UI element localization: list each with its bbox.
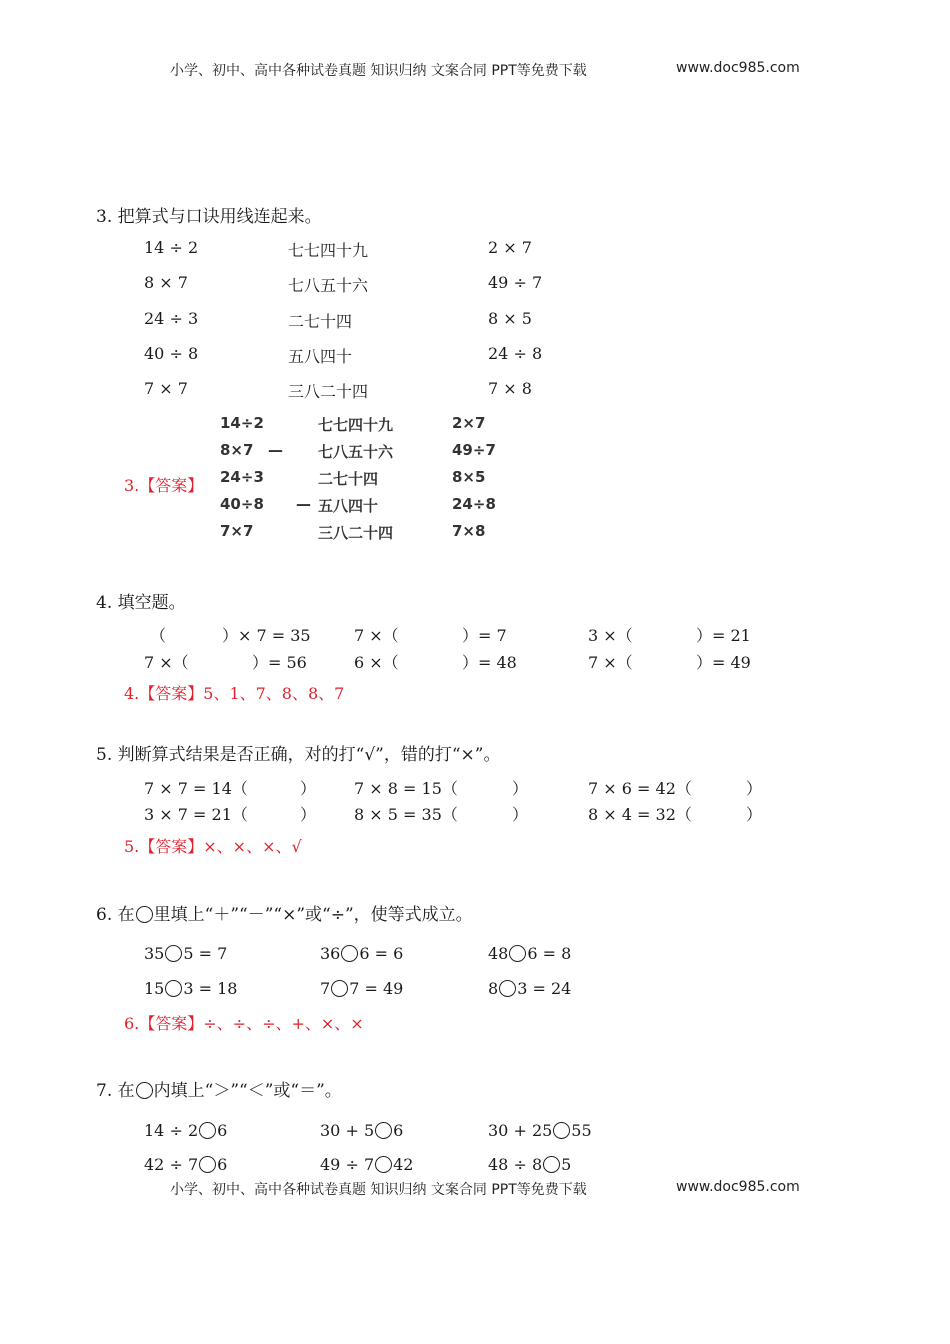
answer-image-expr: 8×7 xyxy=(220,441,254,459)
q6-answer: 6.【答案】÷、÷、÷、+、×、× xyxy=(124,1014,364,1033)
q6-item: 36 6 = 6 xyxy=(320,944,404,963)
q6-item: 15 3 = 18 xyxy=(144,979,238,998)
q3-expr: 14 ÷ 2 xyxy=(144,238,199,257)
q5-paren-close: ） xyxy=(512,779,529,798)
footer-text: 小学、初中、高中各种试卷真题 知识归纳 文案合同 PPT等免费下载 xyxy=(170,1179,587,1199)
answer-image-rhyme: 五八四十 xyxy=(318,497,379,515)
answer-image-rhyme: 七七四十九 xyxy=(318,416,394,434)
header-text: 小学、初中、高中各种试卷真题 知识归纳 文案合同 PPT等免费下载 xyxy=(170,63,587,79)
compare-blank[interactable] xyxy=(553,1122,570,1139)
q7-title-prefix: 7. 在 xyxy=(96,1081,135,1101)
answer-image-dash: — xyxy=(296,495,311,513)
q3-expr: 24 ÷ 3 xyxy=(144,309,199,328)
q5-item: 7 × 6 = 42（ xyxy=(588,779,692,798)
q4-blank-open: 3 ×（ xyxy=(588,626,633,645)
q3-expr: 8 × 7 xyxy=(144,273,188,292)
q4-title: 4. 填空题。 xyxy=(96,593,186,613)
q5-item: 7 × 8 = 15（ xyxy=(354,779,458,798)
circle-icon xyxy=(136,906,153,923)
answer-image-expr-right: 2×7 xyxy=(452,414,486,432)
q5-item: 7 × 7 = 14（ xyxy=(144,779,248,798)
q4-blank-close: ）= 49 xyxy=(696,653,751,672)
q3-expr-right: 8 × 5 xyxy=(488,309,532,328)
answer-image-expr-right: 8×5 xyxy=(452,468,486,486)
q4-blank-close: ）= 48 xyxy=(462,653,517,672)
answer-image-expr-right: 24÷8 xyxy=(452,495,496,513)
q4-blank-open: 7 ×（ xyxy=(354,626,399,645)
q3-expr-right: 49 ÷ 7 xyxy=(488,273,543,292)
answer-image-expr: 24÷3 xyxy=(220,468,264,486)
q3-rhyme: 五八四十 xyxy=(288,347,353,366)
q5-item: 8 × 4 = 32（ xyxy=(588,805,692,824)
q7-item: 14 ÷ 2 6 xyxy=(144,1121,228,1140)
answer-image-rhyme: 三八二十四 xyxy=(318,524,394,542)
q5-paren-close: ） xyxy=(512,805,529,824)
compare-blank[interactable] xyxy=(375,1156,392,1173)
operator-blank[interactable] xyxy=(165,945,182,962)
header-url[interactable]: www.doc985.com xyxy=(676,60,800,76)
q4-blank-open: （ xyxy=(150,626,167,645)
q6-title-suffix: 里填上“＋”“－”“×”或“÷”，使等式成立。 xyxy=(153,905,473,925)
answer-image-rhyme: 二七十四 xyxy=(318,470,379,488)
operator-blank[interactable] xyxy=(331,980,348,997)
answer-image-expr: 7×7 xyxy=(220,522,254,540)
compare-blank[interactable] xyxy=(543,1156,560,1173)
q6-item: 8 3 = 24 xyxy=(488,979,572,998)
q3-answer-label: 3.【答案】 xyxy=(124,476,204,495)
q5-item: 3 × 7 = 21（ xyxy=(144,805,248,824)
q5-paren-close: ） xyxy=(746,779,763,798)
operator-blank[interactable] xyxy=(499,980,516,997)
q4-blank-close: ）= 21 xyxy=(696,626,751,645)
operator-blank[interactable] xyxy=(165,980,182,997)
q3-rhyme: 三八二十四 xyxy=(288,382,369,401)
q5-paren-close: ） xyxy=(300,805,317,824)
compare-blank[interactable] xyxy=(199,1122,216,1139)
q3-title: 3. 把算式与口诀用线连起来。 xyxy=(96,207,322,227)
q7-title-suffix: 内填上“＞”“＜”或“＝”。 xyxy=(153,1081,342,1101)
q4-answer: 4.【答案】5、1、7、8、8、7 xyxy=(124,684,345,703)
q7-item: 48 ÷ 8 5 xyxy=(488,1155,572,1174)
operator-blank[interactable] xyxy=(341,945,358,962)
q3-rhyme: 二七十四 xyxy=(288,312,353,331)
q5-paren-close: ） xyxy=(746,805,763,824)
q6-item: 7 7 = 49 xyxy=(320,979,404,998)
q4-blank-close: ）× 7 = 35 xyxy=(222,626,311,645)
footer-url[interactable]: www.doc985.com xyxy=(676,1179,800,1195)
q6-item: 35 5 = 7 xyxy=(144,944,228,963)
q4-blank-close: ）= 7 xyxy=(462,626,507,645)
answer-image-expr: 14÷2 xyxy=(220,414,264,432)
q4-blank-open: 7 ×（ xyxy=(144,653,189,672)
q3-expr: 40 ÷ 8 xyxy=(144,344,199,363)
answer-image-dash: — xyxy=(268,441,283,459)
q3-expr-right: 2 × 7 xyxy=(488,238,532,257)
q7-item: 49 ÷ 7 42 xyxy=(320,1155,414,1174)
q6-title xyxy=(96,900,473,925)
compare-blank[interactable] xyxy=(375,1122,392,1139)
q5-answer: 5.【答案】×、×、×、√ xyxy=(124,837,302,856)
answer-image-expr-right: 49÷7 xyxy=(452,441,496,459)
answer-image-rhyme: 七八五十六 xyxy=(318,443,394,461)
q3-rhyme: 七八五十六 xyxy=(288,276,369,295)
compare-blank[interactable] xyxy=(199,1156,216,1173)
q6-item: 48 6 = 8 xyxy=(488,944,572,963)
q7-item: 30 + 25 55 xyxy=(488,1121,592,1140)
q4-blank-close: ）= 56 xyxy=(252,653,307,672)
operator-blank[interactable] xyxy=(509,945,526,962)
q3-expr-right: 7 × 8 xyxy=(488,379,532,398)
q3-expr: 7 × 7 xyxy=(144,379,188,398)
q3-expr-right: 24 ÷ 8 xyxy=(488,344,543,363)
q6-title-prefix: 6. 在 xyxy=(96,905,135,925)
q4-blank-open: 7 ×（ xyxy=(588,653,633,672)
q5-paren-close: ） xyxy=(300,779,317,798)
answer-image-expr-right: 7×8 xyxy=(452,522,486,540)
q7-item: 30 + 5 6 xyxy=(320,1121,404,1140)
q7-item: 42 ÷ 7 6 xyxy=(144,1155,228,1174)
q4-blank-open: 6 ×（ xyxy=(354,653,399,672)
circle-icon xyxy=(136,1082,153,1099)
q5-item: 8 × 5 = 35（ xyxy=(354,805,458,824)
q5-title: 5. 判断算式结果是否正确，对的打“√”，错的打“×”。 xyxy=(96,745,501,765)
answer-image-expr: 40÷8 xyxy=(220,495,264,513)
q3-rhyme: 七七四十九 xyxy=(288,241,369,260)
q7-title xyxy=(96,1076,342,1101)
